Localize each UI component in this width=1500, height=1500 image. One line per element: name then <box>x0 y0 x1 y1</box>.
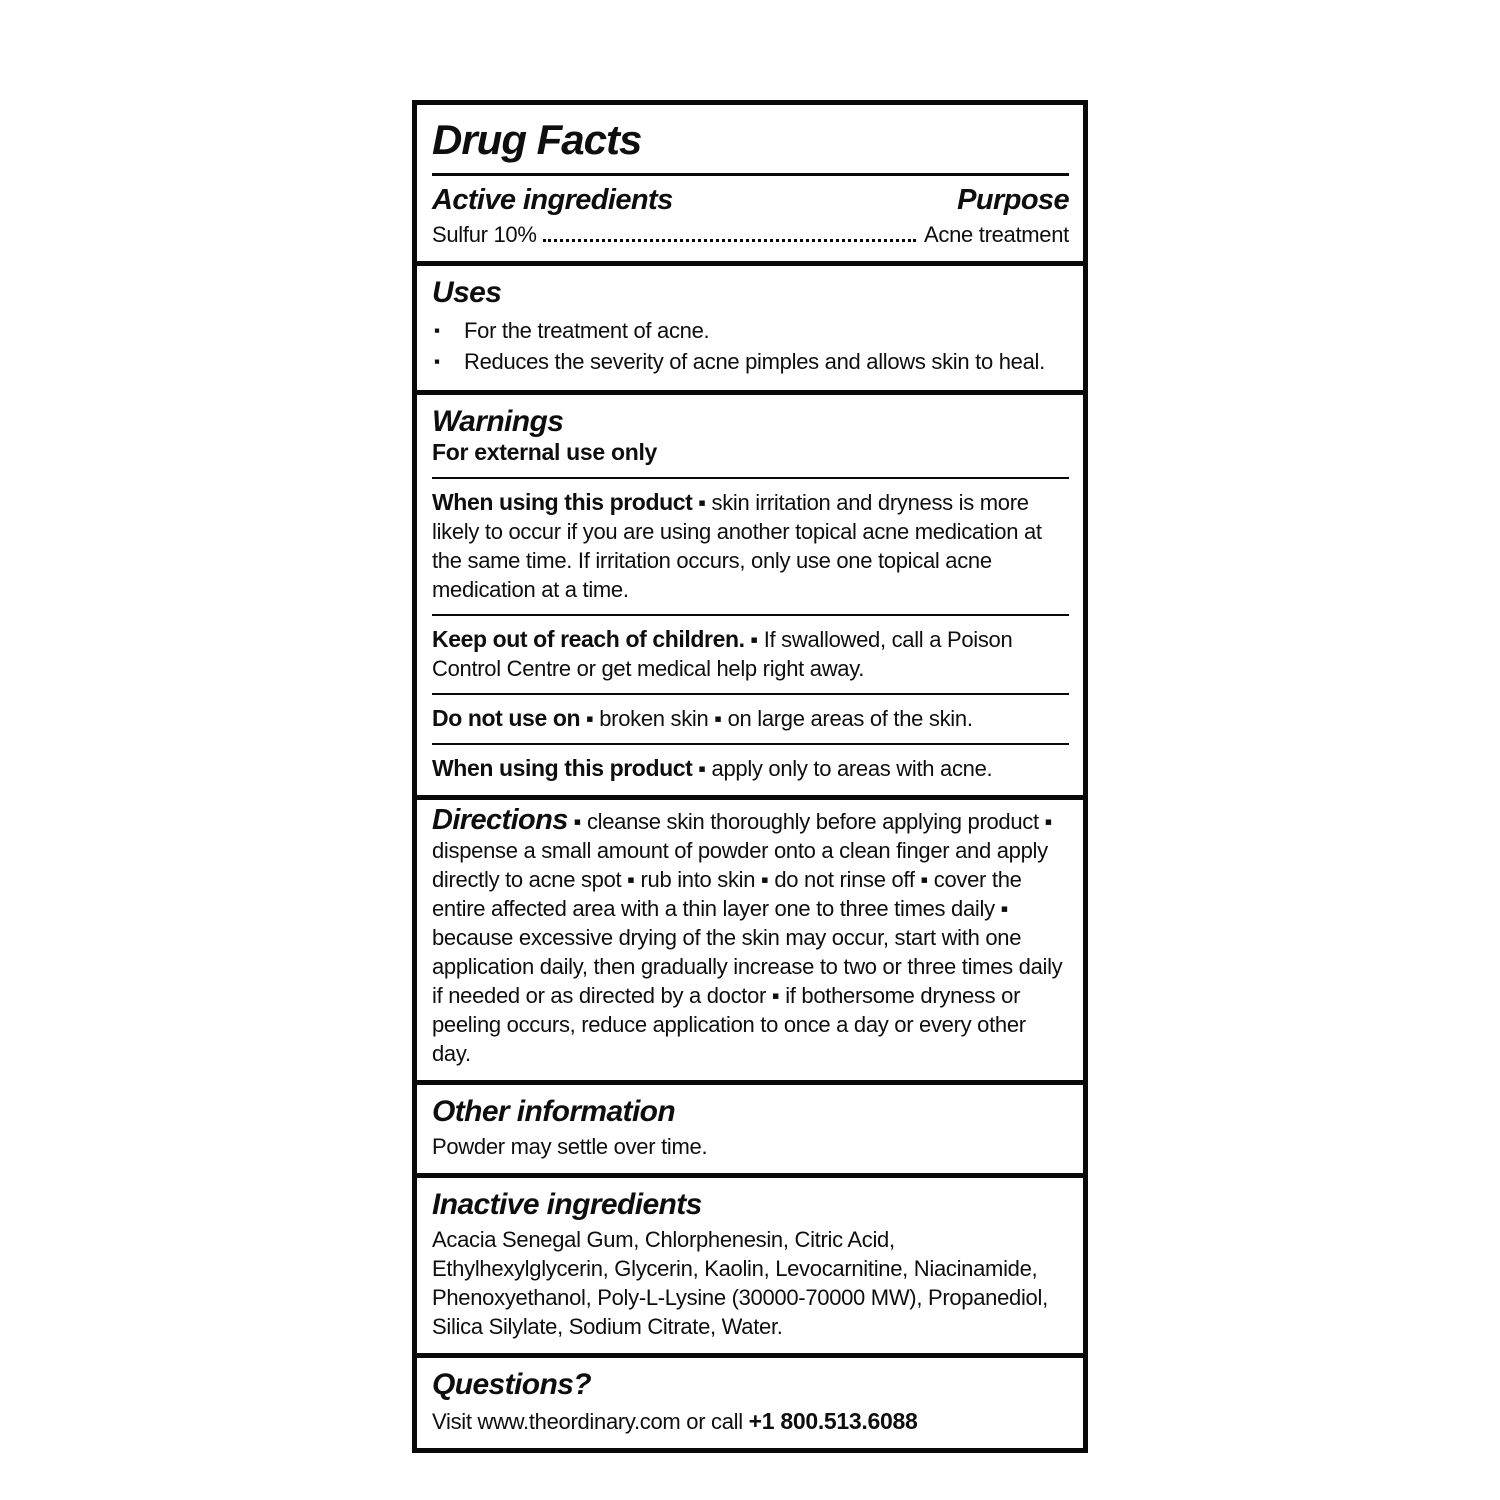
warnings-block-lead: Keep out of reach of children. <box>432 626 745 652</box>
drug-facts-title: Drug Facts <box>432 116 642 163</box>
divider <box>432 743 1069 745</box>
section-other-information <box>417 1080 1083 1173</box>
warnings-block-text: ▪ apply only to areas with acne. <box>698 756 993 781</box>
title-divider <box>432 173 1069 176</box>
directions-paragraph <box>432 804 1069 1068</box>
inactive-ingredients-heading: Inactive ingredients <box>432 1188 702 1221</box>
section-uses <box>417 261 1083 390</box>
other-information-text: Powder may settle over time. <box>432 1134 708 1159</box>
other-information-heading: Other information <box>432 1095 676 1128</box>
warnings-block-text: ▪ broken skin ▪ on large areas of the skin. <box>585 706 973 731</box>
uses-item-text: Reduces the severity of acne pimples and allows skin to heal. <box>464 349 1045 374</box>
purpose-heading: Purpose <box>957 184 1069 216</box>
warnings-block-lead: Do not use on <box>432 705 581 731</box>
directions-heading: Directions <box>432 804 568 836</box>
warnings-block-text: ▪ skin irritation and dryness is more likely to occur if you are using another topical acne medication at the same time. If irritation occurs, only use one topical acne medication at a time. <box>432 490 1042 602</box>
warnings-block-lead: When using this product <box>432 489 693 515</box>
warnings-block-when-using <box>432 488 1069 604</box>
active-ingredient-purpose: Acne treatment <box>924 222 1069 247</box>
questions-heading: Questions? <box>432 1368 592 1401</box>
uses-item-text: For the treatment of acne. <box>464 318 710 343</box>
questions-contact-text: Visit www.theordinary.com or call <box>432 1409 743 1434</box>
active-ingredients-heading: Active ingredients <box>432 184 673 216</box>
drug-facts-label <box>412 100 1088 1453</box>
questions-phone-number: +1 800.513.6088 <box>748 1408 918 1434</box>
section-warnings <box>417 390 1083 795</box>
dotted-leader <box>543 239 916 242</box>
active-purpose-header-row <box>432 181 1069 219</box>
square-bullet-icon: ▪ <box>434 321 440 340</box>
square-bullet-icon: ▪ <box>434 352 440 371</box>
active-ingredient-name: Sulfur 10% <box>432 222 537 247</box>
warnings-block-when-using-2 <box>432 754 1069 783</box>
section-inactive-ingredients <box>417 1173 1083 1353</box>
inactive-ingredients-text: Acacia Senegal Gum, Chlorphenesin, Citric Acid, Ethylhexylglycerin, Glycerin, Kaolin, Levocarnitine, Niacinamide, Phenoxyethanol, Poly-L-Lysine (30000-70000 MW), Propanediol, Silica Silylate, Sodium Citrate, Water. <box>432 1227 1048 1339</box>
divider <box>432 614 1069 616</box>
active-ingredient-row <box>432 220 1069 249</box>
external-use-subheading: For external use only <box>432 439 658 465</box>
section-directions <box>417 795 1083 1080</box>
divider <box>432 693 1069 695</box>
directions-text: ▪ cleanse skin thoroughly before applying product ▪ dispense a small amount of powder onto a clean finger and apply directly to acne spot ▪ rub into skin ▪ do not rinse off ▪ cover the entire affected area with a thin layer one to three times daily ▪ because excessive drying of the skin may occur, start with one application daily, then gradually increase to two or three times daily if needed or as directed by a doctor ▪ if bothersome dryness or peeling occurs, reduce application to once a day or every other day. <box>432 809 1063 1066</box>
section-active-ingredients <box>417 105 1083 261</box>
divider <box>432 477 1069 479</box>
questions-text-line <box>432 1407 1069 1436</box>
uses-item <box>434 316 1069 345</box>
warnings-block-lead: When using this product <box>432 755 693 781</box>
warnings-heading: Warnings <box>432 405 564 438</box>
warnings-block-do-not-use-on <box>432 704 1069 733</box>
warnings-block-keep-out-of-reach <box>432 625 1069 683</box>
uses-item <box>434 347 1069 376</box>
warnings-block-text: ▪ If swallowed, call a Poison Control Centre or get medical help right away. <box>432 627 1013 681</box>
uses-heading: Uses <box>432 276 502 309</box>
section-questions <box>417 1353 1083 1448</box>
